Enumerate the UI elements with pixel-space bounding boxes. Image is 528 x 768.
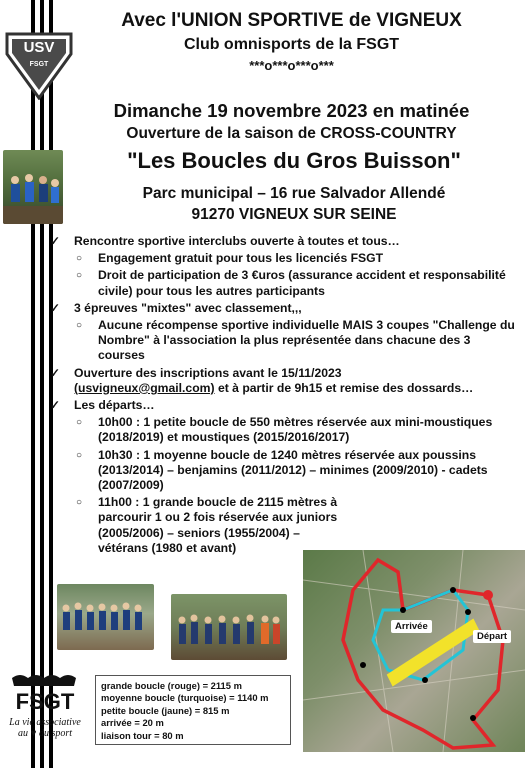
list-item xyxy=(48,234,520,249)
circle-bullet-icon: ○ xyxy=(76,253,83,265)
circle-bullet-icon: ○ xyxy=(76,270,83,282)
sub-item xyxy=(48,495,520,556)
event-date: Dimanche 19 novembre 2023 en matinée xyxy=(113,100,470,121)
course-map xyxy=(303,550,525,752)
sub-item-text: 10h00 : 1 petite boucle de 550 mètres réservée aux mini-moustiques (2018/2019) et moustiques (2015/2016/2017) xyxy=(98,415,493,445)
usv-logo-letters: USV xyxy=(23,39,55,56)
check-icon: ✓ xyxy=(50,300,61,315)
check-icon: ✓ xyxy=(50,398,61,413)
decor-stripe-1 xyxy=(31,0,35,768)
sub-item xyxy=(48,268,520,298)
decor-stripe-2 xyxy=(40,0,44,768)
list-item xyxy=(48,366,520,396)
course-legend xyxy=(95,675,291,745)
sub-item xyxy=(48,251,520,266)
sub-item xyxy=(48,448,520,494)
legend-item: petite boucle (jaune) = 815 m xyxy=(101,704,230,716)
header-stars: ***o***o***o*** xyxy=(249,58,334,73)
sub-item-text: Droit de participation de 3 €uros (assurance accident et responsabilité civile) pour tous les autres participants xyxy=(98,268,506,298)
circle-bullet-icon: ○ xyxy=(76,417,83,429)
sub-item-text: 11h00 : 1 grande boucle de 2115 mètres à parcourir 1 ou 2 fois réservée aux juniors (2005/2006) – seniors (1955/2004) – vétérans (1980 et avant) xyxy=(98,495,338,555)
runners-photo-small xyxy=(3,150,63,224)
sub-item-text: Aucune récompense sportive individuelle MAIS 3 coupes "Challenge du Nombre" à l'association la plus représentée dans chacune des 3 courses xyxy=(98,318,515,363)
sub-item-text: Engagement gratuit pour tous les licenciés FSGT xyxy=(98,251,384,266)
legend-item: grande boucle (rouge) = 2115 m xyxy=(101,680,242,691)
event-address2: 91270 VIGNEUX SUR SEINE xyxy=(191,206,397,223)
group-photo-1 xyxy=(57,584,154,650)
fsgt-logo-letters: FSGT xyxy=(15,689,75,712)
list-item-text: 3 épreuves "mixtes" avec classement,,, xyxy=(74,300,302,315)
sub-item-text: 10h30 : 1 moyenne boucle de 1240 mètres réservée aux poussins (2013/2014) – benjamins (2011/2012) – minimes (2009/2010) - cadets (2007/2009) xyxy=(98,447,488,493)
fsgt-logo xyxy=(4,672,86,744)
header-line2: Club omnisports de la FSGT xyxy=(183,36,400,53)
list-item-text: Rencontre sportive interclubs ouverte à toutes et tous… xyxy=(74,234,400,248)
legend-item: liaison tour = 80 m xyxy=(101,729,184,741)
circle-bullet-icon: ○ xyxy=(76,497,83,509)
sub-item xyxy=(48,415,520,445)
list-item xyxy=(48,301,520,316)
info-list xyxy=(48,234,520,558)
map-arrival-label: Arrivée xyxy=(391,620,432,633)
event-opening: Ouverture de la saison de CROSS-COUNTRY xyxy=(126,125,457,142)
usv-logo-sub: FSGT xyxy=(29,61,49,68)
list-item-text: Ouverture des inscriptions avant le 15/11/2023 xyxy=(74,365,342,380)
check-icon: ✓ xyxy=(50,365,61,380)
group-photo-2 xyxy=(171,594,287,660)
email-link[interactable]: (usvigneux@gmail.com) xyxy=(74,380,215,395)
list-item-text-after: et à partir de 9h15 et remise des dossards… xyxy=(214,380,474,395)
check-icon: ✓ xyxy=(50,234,61,248)
fsgt-tagline-1: La vie associative xyxy=(9,717,81,728)
event-address1: Parc municipal – 16 rue Salvador Allendé xyxy=(142,185,446,202)
circle-bullet-icon: ○ xyxy=(76,320,83,332)
legend-item: arrivée = 20 m xyxy=(101,717,164,729)
header-line1: Avec l'UNION SPORTIVE de VIGNEUX xyxy=(121,10,462,31)
event-name: "Les Boucles du Gros Buisson" xyxy=(127,148,461,173)
legend-item: moyenne boucle (turquoise) = 1140 m xyxy=(101,692,269,704)
list-item xyxy=(48,398,520,413)
circle-bullet-icon: ○ xyxy=(76,449,83,461)
fsgt-tagline-2: au ♥ du sport xyxy=(18,728,72,739)
map-departure-label: Départ xyxy=(473,630,511,643)
list-item-text: Les départs… xyxy=(74,398,155,413)
sub-item xyxy=(48,318,520,364)
